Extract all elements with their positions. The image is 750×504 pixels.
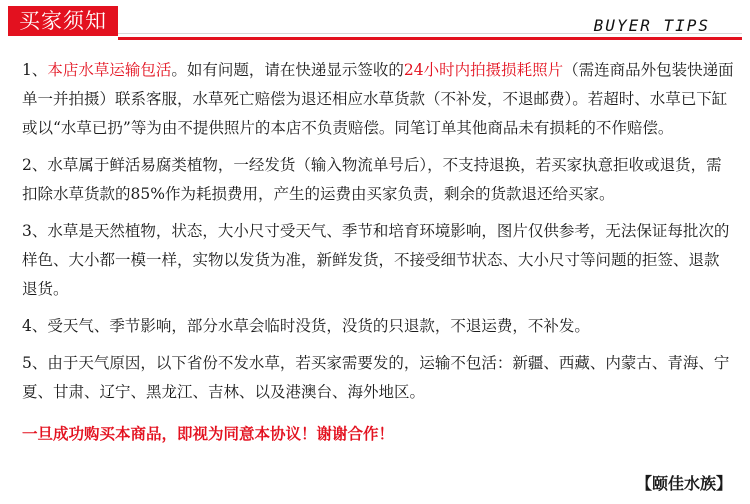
- term-1-prefix: 1、: [22, 61, 48, 79]
- term-1-text-rest: （需连商品外包装快递面单一并拍摄）联系客服，水草死亡赔偿为退还相应水草货款（不补发，不退邮费）。若超时、水草已下缸或以“水草已扔”等为由不提供照片的本店不负责赔偿。同笔订单其他商品未有损耗的不作赔偿。: [22, 61, 734, 137]
- header-divider: [118, 37, 742, 40]
- term-1-highlight-shipping: 本店水草运输包活: [47, 61, 172, 79]
- term-1-text: 。如有问题，请在快递显示签收的: [171, 61, 404, 79]
- header: [0, 0, 750, 44]
- brand-label: 【颐佳水族】: [635, 474, 732, 493]
- term-item-2: 2、水草属于鲜活易腐类植物，一经发货（输入物流单号后），不支持退换，若买家执意拒收或退货，需扣除水草货款的85%作为耗损费用，产生的运费由买家负责，剩余的货款退还给买家。: [22, 156, 722, 203]
- term-1-highlight-photo: 24小时内拍摄损耗照片: [403, 61, 564, 79]
- term-item-4: 4、受天气、季节影响，部分水草会临时没货，没货的只退款，不退运费，不补发。: [22, 317, 590, 335]
- page-title: 买家须知: [8, 6, 118, 36]
- terms-content: [22, 56, 734, 464]
- term-item-3: 3、水草是天然植物，状态，大小尺寸受天气、季节和培育环境影响，图片仅供参考，无法保证每批次的样色、大小都一模一样，实物以发货为准，新鲜发货，不接受细节状态、大小尺寸等问题的拒签、退款退货。: [22, 222, 730, 298]
- agreement-notice: 一旦成功购买本商品，即视为同意本协议！谢谢合作！: [22, 424, 395, 443]
- term-item-1: [22, 56, 734, 143]
- term-item-5: 5、由于天气原因，以下省份不发水草，若买家需要发的，运输不包活：新疆、西藏、内蒙古、青海、宁夏、甘肃、辽宁、黑龙江、吉林、以及港澳台、海外地区。: [22, 354, 730, 401]
- buyer-tips-label: BUYER TIPS: [593, 16, 710, 35]
